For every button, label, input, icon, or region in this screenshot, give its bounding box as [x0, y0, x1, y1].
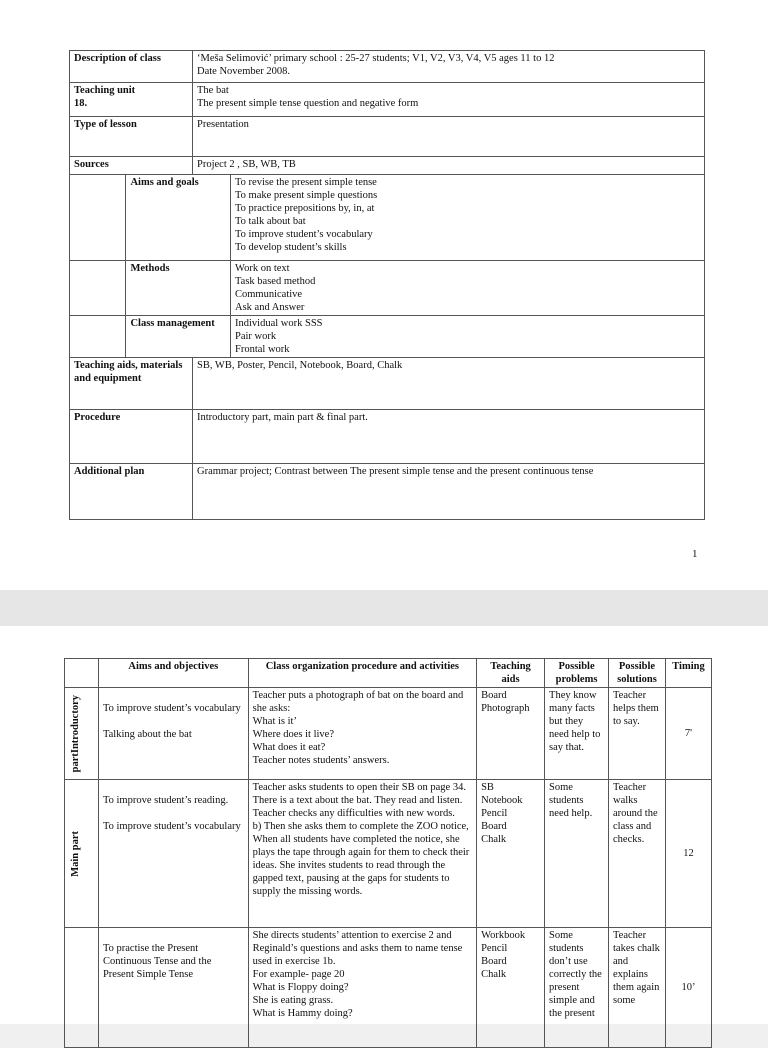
info-row — [70, 358, 705, 410]
sub-value: Individual work SSS Pair work Frontal work — [231, 316, 705, 358]
section-cell — [65, 780, 99, 928]
page-number: 1 — [692, 548, 698, 560]
info-label: Sources — [70, 157, 193, 175]
problems-cell: Some students need help. — [545, 780, 609, 928]
header-timing: Timing — [665, 659, 711, 688]
procedure-cell: Teacher asks students to open their SB on page 34. There is a text about the bat. They read and listen. Teacher checks any difficulties with new words. b) Then she asks them to complete the ZOO notice, When all students have completed the notice, she plays the tape through again for them to check their ideas. She invites students to read through the gapped text, pausing at the gaps for students to supply the missing words. — [248, 780, 476, 928]
info-label: Procedure — [70, 410, 193, 464]
solutions-cell: Teacher walks around the class and checks. — [609, 780, 666, 928]
info-row — [70, 410, 705, 464]
problems-cell: Some students don’t use correctly the present simple and the present — [545, 928, 609, 1048]
sub-value: To revise the present simple tense To make present simple questions To practice prepositions by, in, at To talk about bat To improve student’s vocabulary To develop student’s skills — [231, 175, 705, 261]
procedure-row — [65, 688, 712, 780]
header-solutions: Possible solutions — [609, 659, 666, 688]
info-value: SB, WB, Poster, Pencil, Notebook, Board, Chalk — [193, 358, 705, 410]
procedure-cell: She directs students’ attention to exercise 2 and Reginald’s questions and asks them to name tense used in exercise 1b. For example- page 20 What is Floppy doing? She is eating grass. What is Hammy doing? — [248, 928, 476, 1048]
info-label: Additional plan — [70, 464, 193, 520]
info-row — [70, 316, 705, 358]
sub-label: Aims and goals — [126, 175, 231, 261]
timing-cell: 10’ — [665, 928, 711, 1048]
info-label: Type of lesson — [70, 117, 193, 157]
procedure-row — [65, 928, 712, 1048]
aids-cell: SB Notebook Pencil Board Chalk — [477, 780, 545, 928]
problems-cell: They know many facts but they need help to say that. — [545, 688, 609, 780]
info-row — [70, 261, 705, 316]
sub-value: Work on text Task based method Communicative Ask and Answer — [231, 261, 705, 316]
section-label-main: Main part — [70, 830, 81, 877]
info-label: Teaching aids, materials and equipment — [70, 358, 193, 410]
procedure-cell: Teacher puts a photograph of bat on the board and she asks: What is it’ Where does it live? What does it eat? Teacher notes students’ answers. — [248, 688, 476, 780]
info-value: Project 2 , SB, WB, TB — [193, 157, 705, 175]
procedure-row — [65, 780, 712, 928]
lesson-info-table — [69, 50, 705, 520]
header-aims: Aims and objectives — [98, 659, 248, 688]
header-aids: Teaching aids — [477, 659, 545, 688]
info-row — [70, 117, 705, 157]
solutions-cell: Teacher takes chalk and explains them again some — [609, 928, 666, 1048]
aims-cell: To improve student’s reading. To improve student’s vocabulary — [98, 780, 248, 928]
indent-cell — [70, 175, 126, 261]
info-row — [70, 464, 705, 520]
page-gap — [0, 590, 768, 626]
header-section — [65, 659, 99, 688]
indent-cell — [70, 316, 126, 358]
aids-cell: Board Photograph — [477, 688, 545, 780]
timing-cell: 7' — [665, 688, 711, 780]
info-row — [70, 83, 705, 117]
timing-cell: 12 — [665, 780, 711, 928]
info-value: ‘Meša Selimović’ primary school : 25-27 students; V1, V2, V3, V4, V5 ages 11 to 12 Date November 2008. — [193, 51, 705, 83]
section-label-introductory: partIntroductory — [70, 694, 81, 773]
aims-cell: To improve student’s vocabulary Talking about the bat — [98, 688, 248, 780]
procedure-header-row — [65, 659, 712, 688]
sub-label: Methods — [126, 261, 231, 316]
info-value: Grammar project; Contrast between The present simple tense and the present continuous tense — [193, 464, 705, 520]
section-cell — [65, 928, 99, 1048]
header-procedure: Class organization procedure and activities — [248, 659, 476, 688]
info-label: Description of class — [70, 51, 193, 83]
info-value: The bat The present simple tense question and negative form — [193, 83, 705, 117]
document-page-2 — [0, 626, 768, 1024]
sub-label: Class management — [126, 316, 231, 358]
aids-cell: Workbook Pencil Board Chalk — [477, 928, 545, 1048]
section-cell — [65, 688, 99, 780]
info-value: Introductory part, main part & final part. — [193, 410, 705, 464]
header-problems: Possible problems — [545, 659, 609, 688]
info-row — [70, 157, 705, 175]
lesson-procedure-table — [64, 658, 712, 1048]
aims-cell: To practise the Present Continuous Tense and the Present Simple Tense — [98, 928, 248, 1048]
info-label: Teaching unit 18. — [70, 83, 193, 117]
info-row — [70, 175, 705, 261]
info-value: Presentation — [193, 117, 705, 157]
solutions-cell: Teacher helps them to say. — [609, 688, 666, 780]
indent-cell — [70, 261, 126, 316]
info-row — [70, 51, 705, 83]
